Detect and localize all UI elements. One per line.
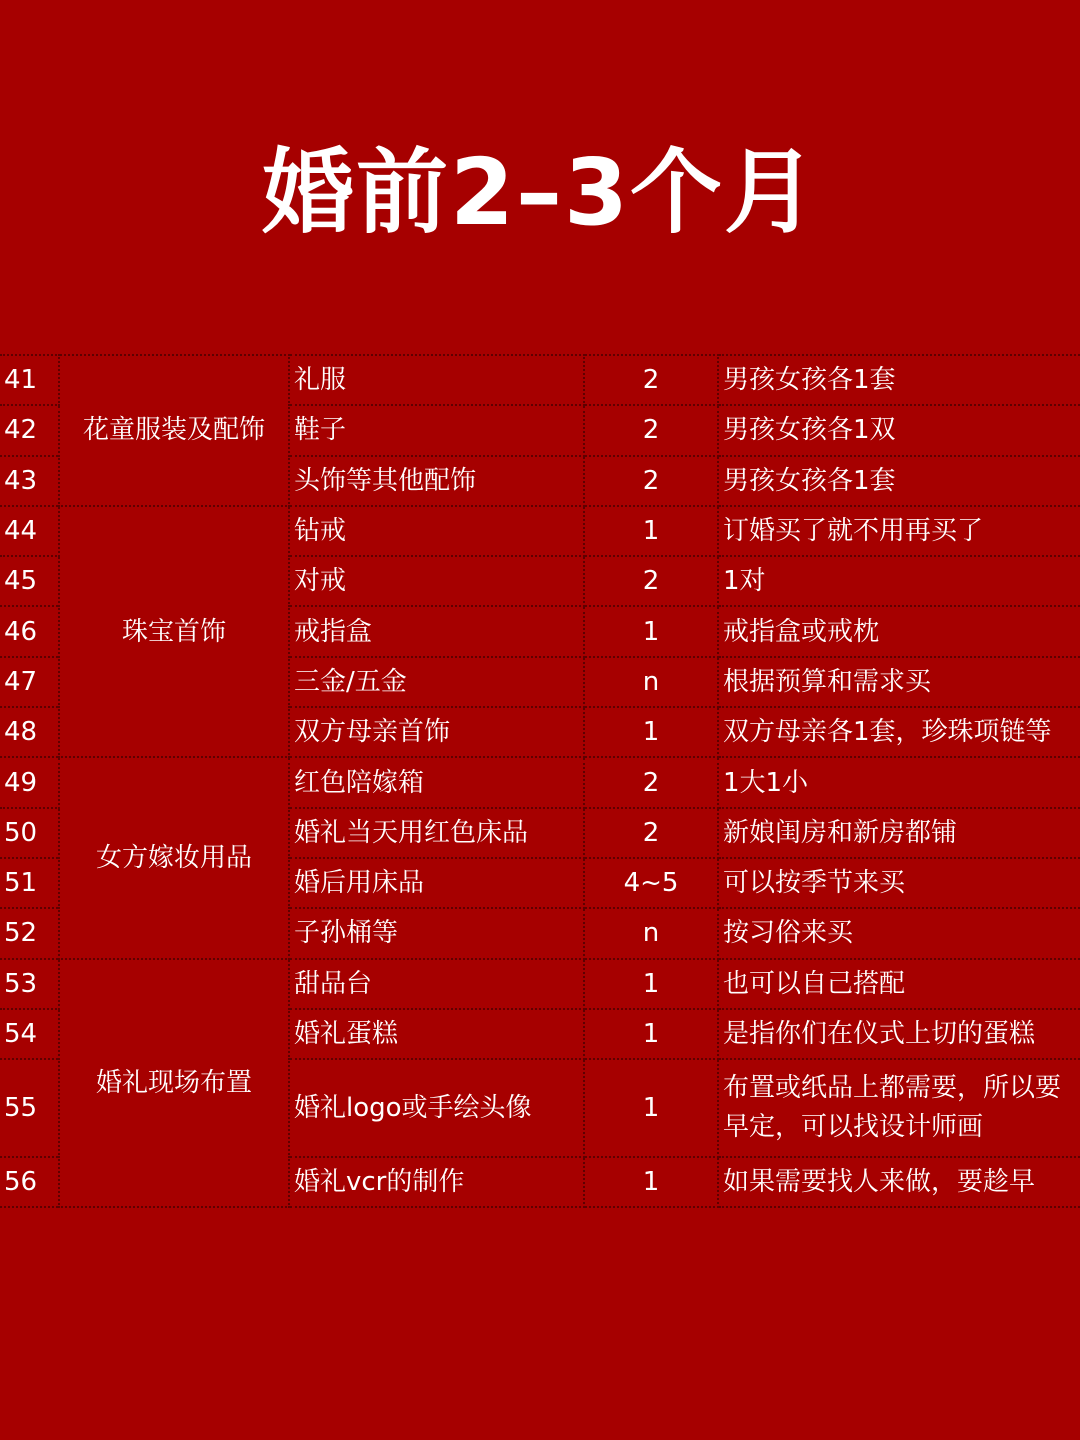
item-name: 头饰等其他配饰: [289, 456, 584, 506]
item-name: 婚礼蛋糕: [289, 1009, 584, 1059]
item-note: 双方母亲各1套，珍珠项链等: [718, 707, 1080, 757]
item-quantity: 2: [584, 456, 718, 506]
row-number: 43: [0, 456, 59, 506]
row-number: 55: [0, 1059, 59, 1157]
item-note: 男孩女孩各1套: [718, 355, 1080, 405]
category-cell: 花童服装及配饰: [59, 355, 289, 506]
item-note: 根据预算和需求买: [718, 657, 1080, 707]
row-number: 47: [0, 657, 59, 707]
item-name: 钻戒: [289, 506, 584, 556]
item-quantity: 2: [584, 405, 718, 455]
item-quantity: 2: [584, 808, 718, 858]
item-quantity: 1: [584, 707, 718, 757]
row-number: 49: [0, 757, 59, 807]
item-note: 戒指盒或戒枕: [718, 606, 1080, 656]
item-name: 子孙桶等: [289, 908, 584, 958]
table-row: [0, 959, 1080, 1009]
item-note: 如果需要找人来做，要趁早: [718, 1157, 1080, 1207]
table-row: [0, 355, 1080, 405]
item-quantity: 2: [584, 757, 718, 807]
item-note: 男孩女孩各1双: [718, 405, 1080, 455]
item-quantity: 2: [584, 355, 718, 405]
table-row: [0, 506, 1080, 556]
item-name: 鞋子: [289, 405, 584, 455]
item-note: 男孩女孩各1套: [718, 456, 1080, 506]
item-name: 婚后用床品: [289, 858, 584, 908]
item-quantity: 1: [584, 606, 718, 656]
row-number: 50: [0, 808, 59, 858]
item-quantity: n: [584, 908, 718, 958]
item-name: 对戒: [289, 556, 584, 606]
item-note: 新娘闺房和新房都铺: [718, 808, 1080, 858]
item-quantity: 1: [584, 1157, 718, 1207]
category-cell: 婚礼现场布置: [59, 959, 289, 1208]
row-number: 46: [0, 606, 59, 656]
item-note: 也可以自己搭配: [718, 959, 1080, 1009]
item-name: 礼服: [289, 355, 584, 405]
item-name: 三金/五金: [289, 657, 584, 707]
item-quantity: 1: [584, 1009, 718, 1059]
category-cell: 珠宝首饰: [59, 506, 289, 757]
row-number: 45: [0, 556, 59, 606]
item-name: 甜品台: [289, 959, 584, 1009]
item-name: 婚礼vcr的制作: [289, 1157, 584, 1207]
item-note: 1大1小: [718, 757, 1080, 807]
item-note: 按习俗来买: [718, 908, 1080, 958]
item-name: 婚礼logo或手绘头像: [289, 1059, 584, 1157]
item-name: 双方母亲首饰: [289, 707, 584, 757]
row-number: 54: [0, 1009, 59, 1059]
row-number: 56: [0, 1157, 59, 1207]
item-quantity: 1: [584, 1059, 718, 1157]
item-note: 订婚买了就不用再买了: [718, 506, 1080, 556]
category-cell: 女方嫁妆用品: [59, 757, 289, 958]
item-note: 布置或纸品上都需要，所以要早定，可以找设计师画: [718, 1059, 1080, 1157]
item-quantity: 1: [584, 959, 718, 1009]
item-name: 戒指盒: [289, 606, 584, 656]
item-quantity: 4~5: [584, 858, 718, 908]
row-number: 53: [0, 959, 59, 1009]
item-quantity: 1: [584, 506, 718, 556]
item-name: 婚礼当天用红色床品: [289, 808, 584, 858]
row-number: 51: [0, 858, 59, 908]
page-title: 婚前2–3个月: [261, 139, 819, 246]
item-note: 可以按季节来买: [718, 858, 1080, 908]
table-row: [0, 757, 1080, 807]
row-number: 48: [0, 707, 59, 757]
item-quantity: 2: [584, 556, 718, 606]
row-number: 41: [0, 355, 59, 405]
item-note: 1对: [718, 556, 1080, 606]
checklist-table: [0, 354, 1080, 1208]
row-number: 42: [0, 405, 59, 455]
item-note: 是指你们在仪式上切的蛋糕: [718, 1009, 1080, 1059]
item-name: 红色陪嫁箱: [289, 757, 584, 807]
row-number: 44: [0, 506, 59, 556]
item-quantity: n: [584, 657, 718, 707]
row-number: 52: [0, 908, 59, 958]
